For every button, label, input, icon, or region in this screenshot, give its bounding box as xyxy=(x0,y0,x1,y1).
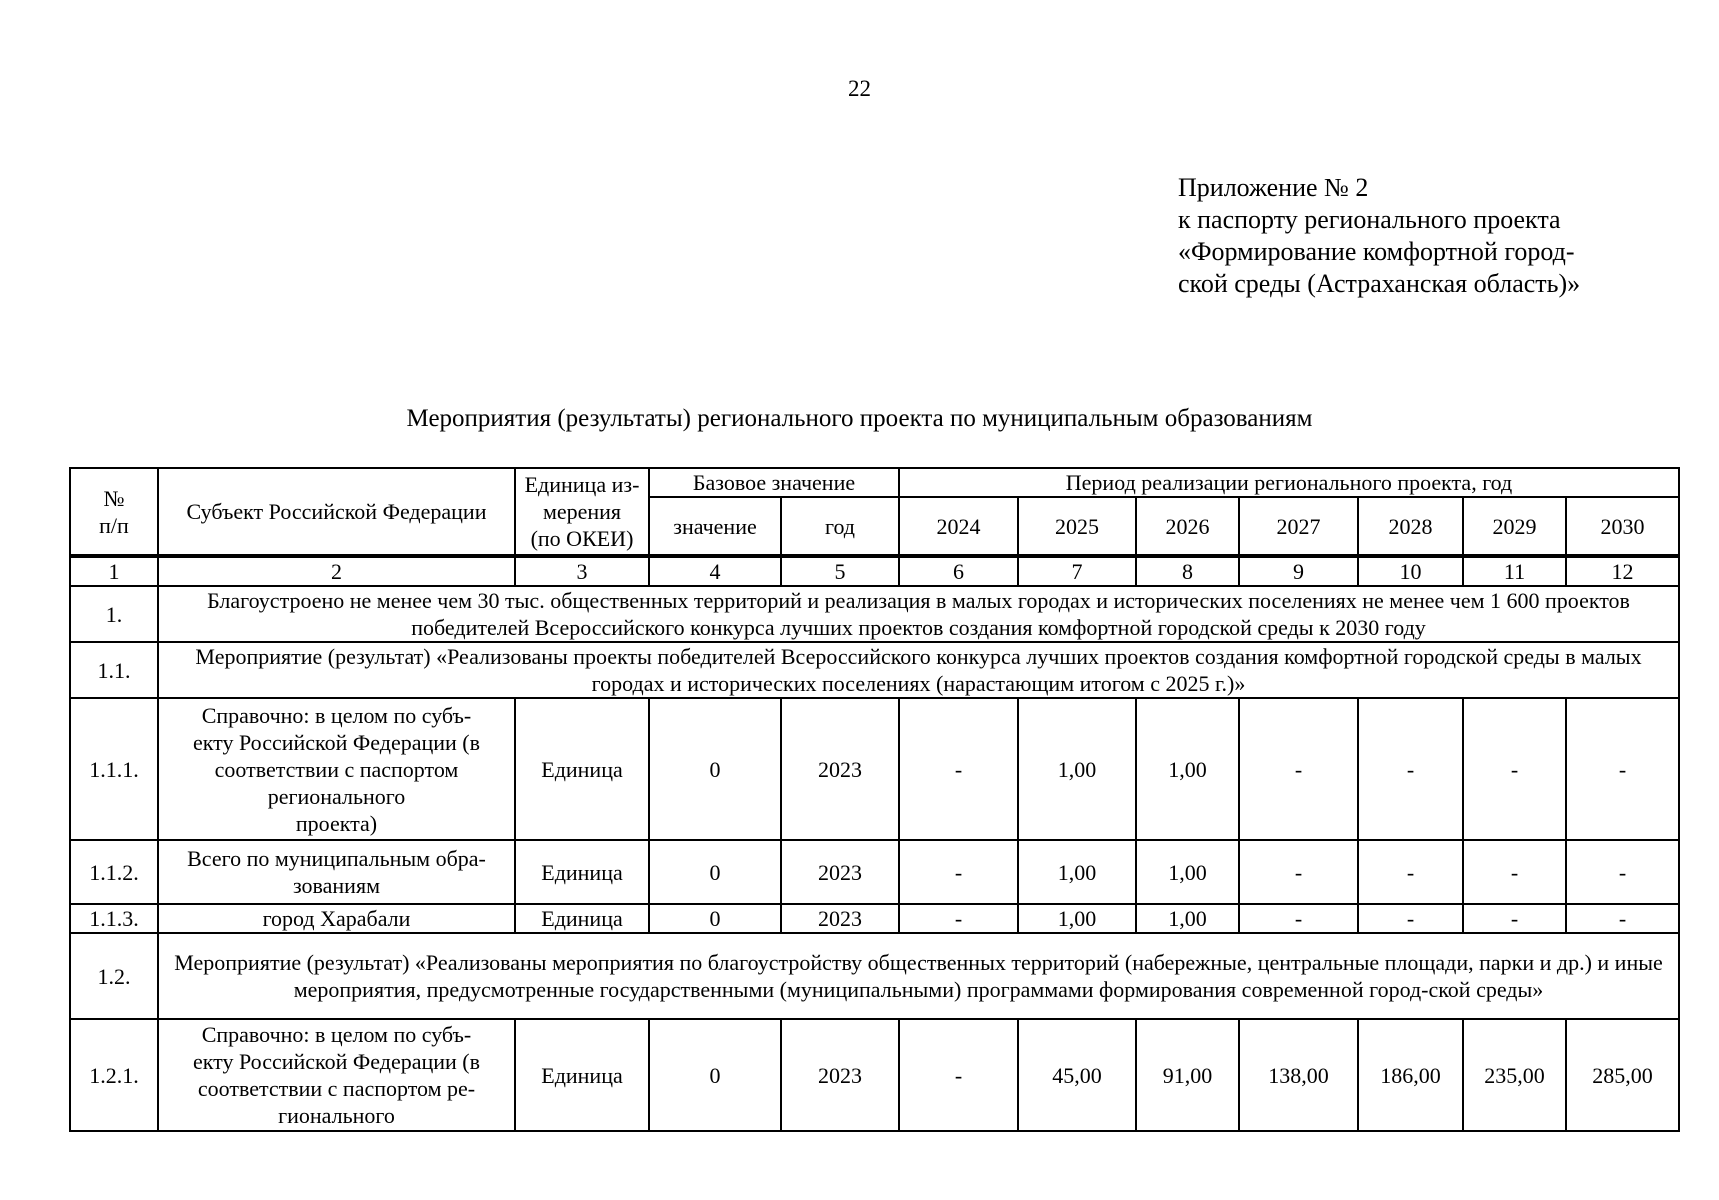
section-text: Мероприятие (результат) «Реализованы проекты победителей Всероссийского конкурса лучших проектов создания комфортной городской среды в малых городах и исторических поселениях (нарастающим итогом с 2025 г.)» xyxy=(158,642,1679,698)
header-base-year: год xyxy=(781,497,899,556)
header-base-value: значение xyxy=(649,497,781,556)
row-unit: Единица xyxy=(515,1019,649,1131)
row-num: 1.2.1. xyxy=(70,1019,158,1131)
row-value: - xyxy=(1358,698,1463,840)
header-period-group: Период реализации регионального проекта, год xyxy=(899,468,1679,497)
row-value: - xyxy=(1358,840,1463,904)
section-row xyxy=(70,642,1679,698)
column-number: 1 xyxy=(70,556,158,586)
row-unit: Единица xyxy=(515,698,649,840)
row-base-year: 2023 xyxy=(781,840,899,904)
row-value: - xyxy=(899,904,1018,933)
row-subject: Всего по муниципальным обра- зованиям xyxy=(158,840,515,904)
row-value: - xyxy=(1239,904,1358,933)
row-value: 1,00 xyxy=(1018,698,1136,840)
row-value: - xyxy=(899,698,1018,840)
table-row xyxy=(70,698,1679,840)
document-title: Мероприятия (результаты) регионального проекта по муниципальным образованиям xyxy=(406,405,1313,432)
appendix-line: «Формирование комфортной город- xyxy=(1178,237,1575,266)
table-row xyxy=(70,840,1679,904)
row-subject: Справочно: в целом по субъ- екту Российской Федерации (в соответствии с паспортом ре- гионального xyxy=(158,1019,515,1131)
column-number: 12 xyxy=(1566,556,1679,586)
column-number: 3 xyxy=(515,556,649,586)
header-year: 2025 xyxy=(1018,497,1136,556)
row-value: 1,00 xyxy=(1136,698,1239,840)
row-value: 235,00 xyxy=(1463,1019,1566,1131)
row-base-value: 0 xyxy=(649,904,781,933)
appendix-line: Приложение № 2 xyxy=(1178,173,1369,202)
row-value: 1,00 xyxy=(1018,904,1136,933)
row-value: 1,00 xyxy=(1136,840,1239,904)
header-year: 2028 xyxy=(1358,497,1463,556)
row-base-year: 2023 xyxy=(781,904,899,933)
header-unit: Единица из- мерения (по ОКЕИ) xyxy=(515,468,649,556)
header-row xyxy=(70,468,1679,497)
row-subject: город Харабали xyxy=(158,904,515,933)
column-number: 4 xyxy=(649,556,781,586)
appendix-header xyxy=(1178,172,1580,300)
column-number: 9 xyxy=(1239,556,1358,586)
column-number: 7 xyxy=(1018,556,1136,586)
row-base-year: 2023 xyxy=(781,698,899,840)
row-value: - xyxy=(1566,840,1679,904)
row-num: 1.1. xyxy=(70,642,158,698)
row-value: 45,00 xyxy=(1018,1019,1136,1131)
row-num: 1.2. xyxy=(70,933,158,1019)
table-row xyxy=(70,1019,1679,1131)
row-value: - xyxy=(1239,840,1358,904)
header-year: 2026 xyxy=(1136,497,1239,556)
row-num: 1. xyxy=(70,586,158,642)
row-value: - xyxy=(1463,840,1566,904)
row-subject: Справочно: в целом по субъ- екту Российской Федерации (в соответствии с паспортом регионального проекта) xyxy=(158,698,515,840)
row-unit: Единица xyxy=(515,840,649,904)
column-number: 10 xyxy=(1358,556,1463,586)
row-unit: Единица xyxy=(515,904,649,933)
row-num: 1.1.3. xyxy=(70,904,158,933)
row-value: - xyxy=(1566,904,1679,933)
header-num: № п/п xyxy=(70,468,158,556)
column-number: 11 xyxy=(1463,556,1566,586)
column-number-row xyxy=(70,556,1679,586)
row-value: - xyxy=(1358,904,1463,933)
row-base-year: 2023 xyxy=(781,1019,899,1131)
row-value: 91,00 xyxy=(1136,1019,1239,1131)
row-value: 186,00 xyxy=(1358,1019,1463,1131)
header-subject: Субъект Российской Федерации xyxy=(158,468,515,556)
header-year: 2029 xyxy=(1463,497,1566,556)
header-base-group: Базовое значение xyxy=(649,468,899,497)
section-row xyxy=(70,933,1679,1019)
section-row xyxy=(70,586,1679,642)
row-value: - xyxy=(899,840,1018,904)
header-year: 2024 xyxy=(899,497,1018,556)
section-text: Мероприятие (результат) «Реализованы мероприятия по благоустройству общественных территорий (набережные, центральные площади, парки и др.) и иные мероприятия, предусмотренные государственными (муниципальными) программами формирования современной город-ской среды» xyxy=(158,933,1679,1019)
row-value: 1,00 xyxy=(1136,904,1239,933)
row-value: 1,00 xyxy=(1018,840,1136,904)
row-value: 285,00 xyxy=(1566,1019,1679,1131)
row-base-value: 0 xyxy=(649,1019,781,1131)
appendix-line: к паспорту регионального проекта xyxy=(1178,205,1561,234)
header-year: 2027 xyxy=(1239,497,1358,556)
row-value: 138,00 xyxy=(1239,1019,1358,1131)
row-num: 1.1.1. xyxy=(70,698,158,840)
results-table xyxy=(69,467,1680,1132)
column-number: 6 xyxy=(899,556,1018,586)
row-value: - xyxy=(1566,698,1679,840)
table-row xyxy=(70,904,1679,933)
row-value: - xyxy=(899,1019,1018,1131)
page-number: 22 xyxy=(848,76,871,101)
section-text: Благоустроено не менее чем 30 тыс. общественных территорий и реализация в малых городах и исторических поселениях не менее чем 1 600 проектов победителей Всероссийского конкурса лучших проектов создания комфортной городской среды к 2030 году xyxy=(158,586,1679,642)
row-base-value: 0 xyxy=(649,698,781,840)
column-number: 8 xyxy=(1136,556,1239,586)
row-base-value: 0 xyxy=(649,840,781,904)
column-number: 2 xyxy=(158,556,515,586)
row-value: - xyxy=(1463,698,1566,840)
row-value: - xyxy=(1463,904,1566,933)
row-value: - xyxy=(1239,698,1358,840)
appendix-line: ской среды (Астраханская область)» xyxy=(1178,269,1581,298)
column-number: 5 xyxy=(781,556,899,586)
row-num: 1.1.2. xyxy=(70,840,158,904)
header-year: 2030 xyxy=(1566,497,1679,556)
